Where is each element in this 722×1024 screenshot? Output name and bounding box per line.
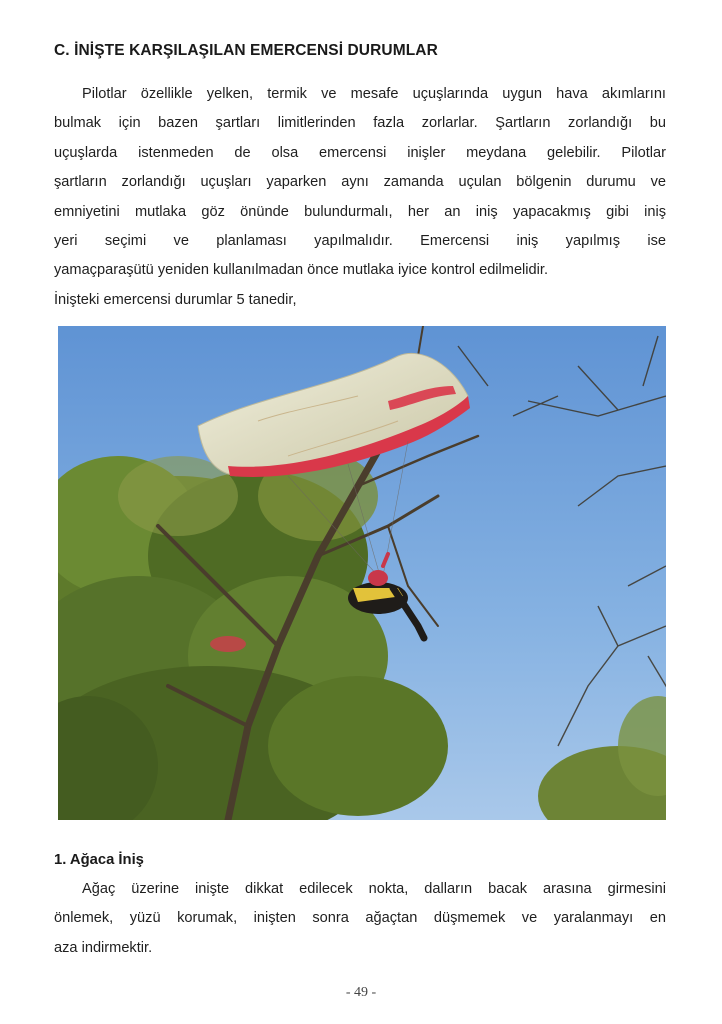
paragraph-line: uçuşlarda istenmeden de olsa emercensi inişler meydana gelebilir. Pilotlar xyxy=(54,144,666,161)
paragraph-line: İnişteki emercensi durumlar 5 tanedir, xyxy=(54,291,297,308)
section-heading: C. İNİŞTE KARŞILAŞILAN EMERCENSİ DURUMLAR xyxy=(54,42,438,59)
photo-paraglider-in-tree-icon xyxy=(58,326,666,820)
intro-paragraph xyxy=(54,80,666,315)
paragraph-line: Ağaç üzerine inişte dikkat edilecek nokta, dalların bacak arasına girmesini xyxy=(82,881,666,897)
paragraph-line: önlemek, yüzü korumak, inişten sonra ağaçtan düşmemek ve yaralanmayı en xyxy=(54,910,666,927)
reserve-parachute xyxy=(210,636,246,652)
paragraph-line: bulmak için bazen şartları limitlerinden fazla zorlarlar. Şartların zorlandığı bu xyxy=(54,115,666,132)
paraglider-tree-photo xyxy=(58,326,666,820)
paragraph-line: şartların zorlandığı uçuşları yaparken aynı zamanda uçulan bölgenin durumu ve xyxy=(54,174,666,191)
paragraph-line: aza indirmektir. xyxy=(54,939,153,956)
paragraph-line: emniyetini mutlaka göz önünde bulundurmalı, her an iniş yapacakmış gibi iniş xyxy=(54,203,666,220)
subsection-heading: 1. Ağaca İniş xyxy=(54,852,144,868)
paragraph-line: Pilotlar özellikle yelken, termik ve mesafe uçuşlarında uygun hava akımlarını xyxy=(82,86,666,102)
paragraph-line: yamaçparaşütü yeniden kullanılmadan önce mutlaka iyice kontrol edilmelidir. xyxy=(54,262,549,279)
page-number: - 49 - xyxy=(345,985,377,1000)
subsection-paragraph xyxy=(54,875,666,963)
paragraph-line: yeri seçimi ve planlaması yapılmalıdır. Emercensi iniş yapılmış ise xyxy=(54,233,666,250)
